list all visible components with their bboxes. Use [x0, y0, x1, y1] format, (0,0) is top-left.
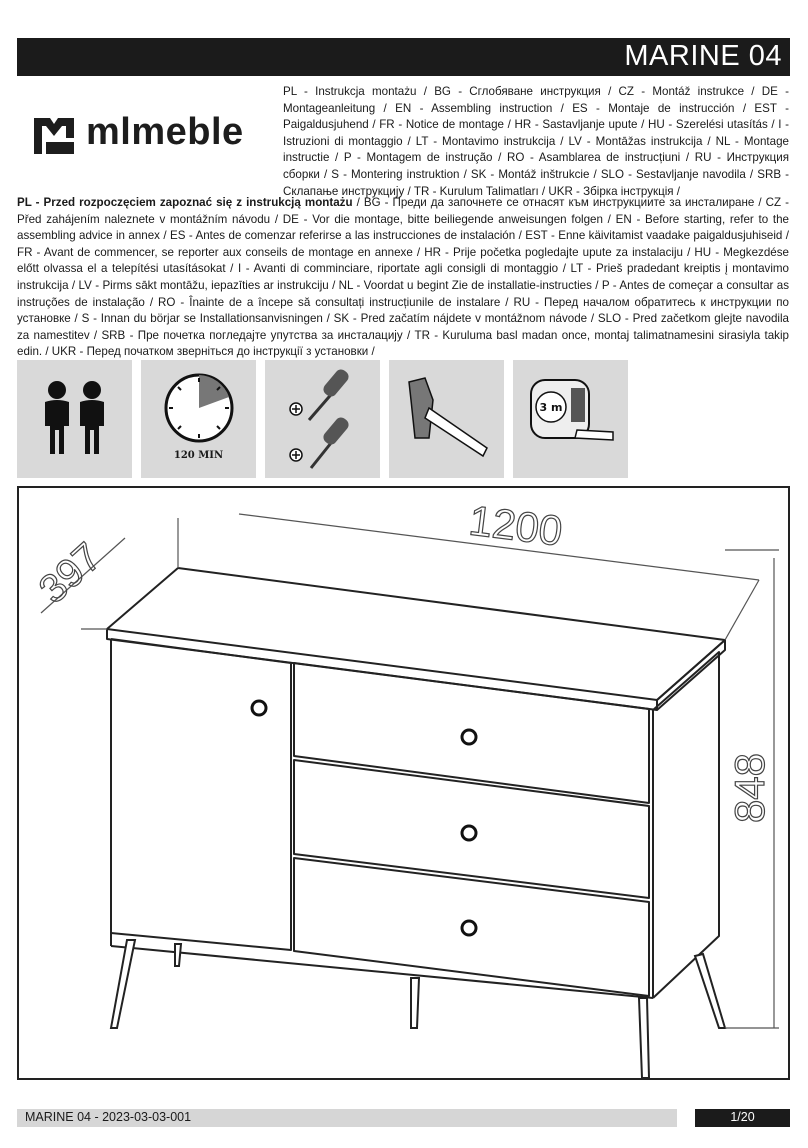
leg-front-left — [111, 940, 135, 1028]
tape-label: 3 m — [539, 401, 563, 414]
tool-time — [141, 360, 256, 478]
intro-rest: / BG - Преди да започнете се отнасят към инструкциите за инсталиране / CZ - Před zahájením naleznete v montážním návodu / DE - Vor die montage, bitte beiliegende anweisungen folgen / EN - Before starting, refer to the assembling advice in annex / ES - Antes de comenzar referirse a las instrucciones de instalación / EST - Enne käivitamist vaadake paigaldusjuhiseid / FR - Avant de commencer, se reporter aux conseils de montage en annexe / HR - Prije početka pogledajte upute za instalaciju / HU - Megkezdése előtt olvassa el a telepítési utasításokat / I - Avanti di comminciare, riportate agli consigli di montaggio / LT - Prieš pradedant kreiptis į montavimo instrukcija / LV - Pirms sākt montāžu, iepazīties ar instrukciju / NL - Voordat u begint Zie de installatie-instructies / P - Antes de começar a consultar as instruções de instalação / RO - Înainte de a începe să consultați instrucțiunile de instalare / RU - Перед началом обратитесь к инструкции по установке / S - Innan du börjar se Installationsanvisningen / SK - Pred začatím nájdete v montážnom návode / SLO - Pred začetkom glejte navodila za namestitev / SRB - Пре почетка погледајте упутства за инсталацију / TR - Kuruluma basl madan once, montaj talimatnamesini sirasiyla takip edin. / UKR - Перед початком зверніться до інструкції з установки / — [17, 196, 789, 359]
brand-name: mlmeble — [86, 111, 244, 153]
drawer-knob-bottom — [462, 921, 476, 935]
doc-id: MARINE 04 - 2023-03-03-001 — [25, 1110, 192, 1124]
depth-dimension: 397 — [30, 534, 110, 613]
header-bar — [17, 38, 790, 76]
leg-back-left — [175, 944, 181, 966]
tool-people — [17, 360, 132, 478]
height-dimension: 848 — [726, 752, 773, 824]
screwdrivers-icon — [265, 360, 380, 478]
footer-page — [695, 1109, 790, 1127]
width-dimension: 1200 — [466, 496, 566, 555]
footer-doc — [17, 1109, 677, 1127]
hammer-icon — [389, 360, 504, 478]
intro-bold: PL - Przed rozpoczęciem zapoznać się z instrukcją montażu — [17, 196, 353, 209]
footer — [17, 1109, 790, 1127]
mlmeble-logo-mark-icon — [32, 114, 76, 158]
intro-notice — [17, 195, 789, 361]
brand-logo — [32, 112, 272, 162]
time-caption: 120 MIN — [173, 450, 224, 461]
leg-side-right — [695, 954, 725, 1028]
dimension-drawing — [17, 486, 790, 1080]
tools-strip — [17, 360, 629, 478]
sideboard-illustration — [19, 488, 788, 1078]
tape-measure-icon — [513, 360, 628, 478]
drawer-knob-top — [462, 730, 476, 744]
leg-front-right — [639, 998, 649, 1078]
tool-tape-measure — [513, 360, 628, 478]
tool-hammer — [389, 360, 504, 478]
language-list: PL - Instrukcja montażu / BG - Сглобяване инструкция / CZ - Montáž instrukce / DE - Montageanleitung / EN - Assembling instruction / ES - Montaje de instrucción / EST - Paigaldusjuhend / FR - Notice de montage / HR - Sastavljanje upute / HU - Szerelési utasítás / I - Istruzioni di montaggio / LT - Montavimo instrukcija / LV - Montāžas instrukcija / NL - Montage instructie / P - Montagem de instrução / RO - Asamblarea de instrucțiuni / RU - Инструкция сборки / S - Montering instruktion / SK - Montáž inštrukcie / SLO - Sestavljanje navodila / SRB - Склапање инструкцију / TR - Kurulum Talimatları / UKR - Збірка інструкція / — [283, 85, 789, 198]
page-number: 1/20 — [730, 1110, 755, 1124]
leg-back-right — [411, 978, 419, 1028]
product-title: MARINE 04 — [624, 40, 782, 72]
two-people-icon — [17, 360, 132, 478]
tool-screwdrivers — [265, 360, 380, 478]
drawer-knob-middle — [462, 826, 476, 840]
door-knob — [252, 701, 266, 715]
